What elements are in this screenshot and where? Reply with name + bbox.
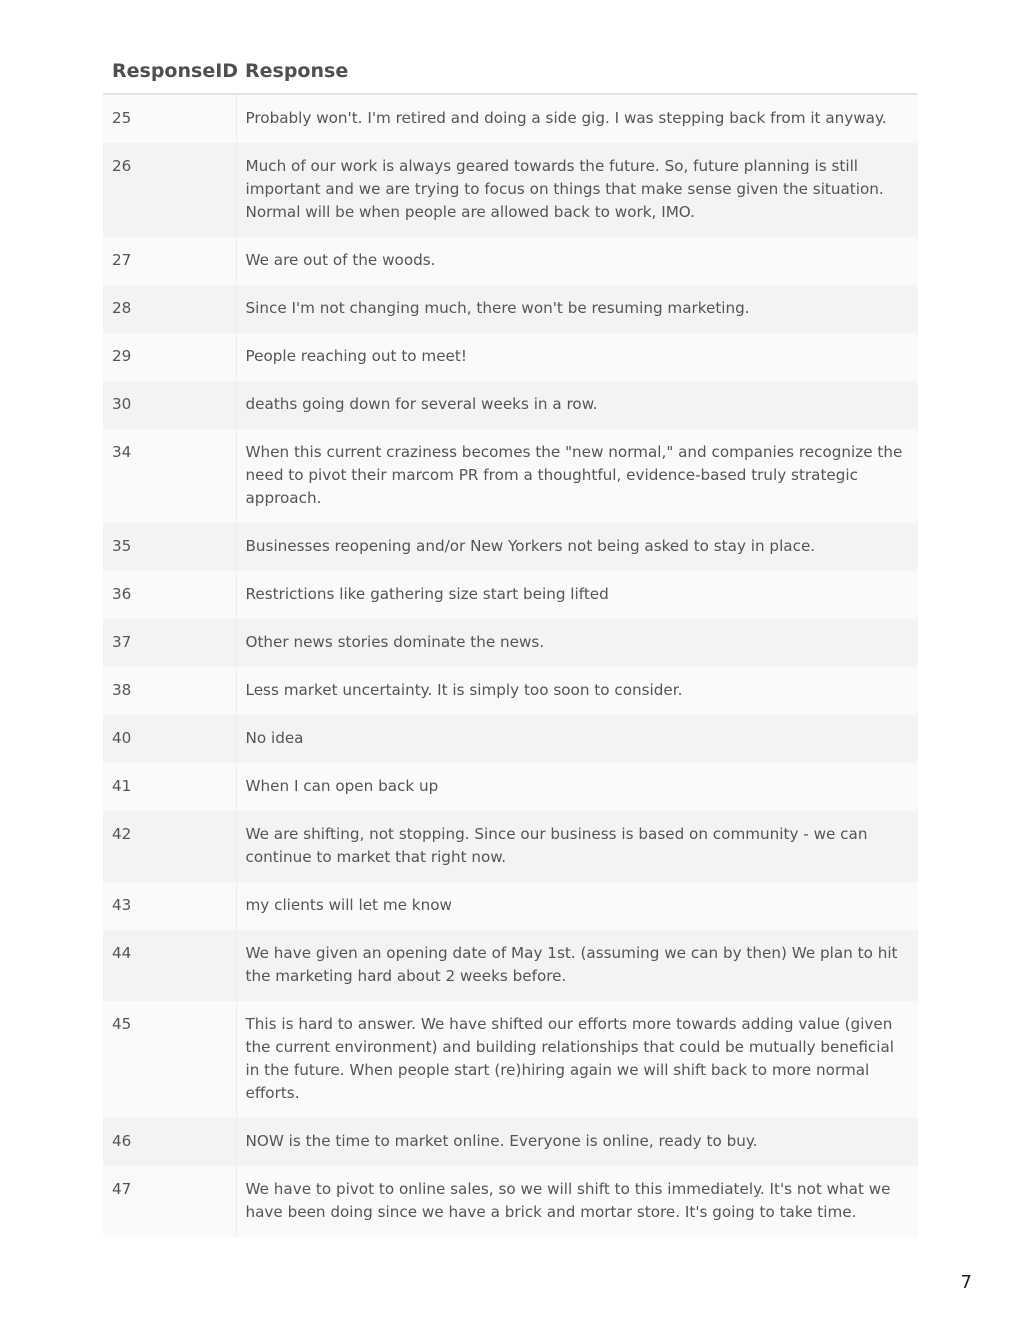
response-id-cell: 42 xyxy=(103,811,236,882)
response-id-cell: 28 xyxy=(103,285,236,333)
response-text-cell: my clients will let me know xyxy=(236,882,918,930)
response-text-cell: deaths going down for several weeks in a row. xyxy=(236,381,918,429)
response-text-cell: Businesses reopening and/or New Yorkers not being asked to stay in place. xyxy=(236,523,918,571)
table-row xyxy=(103,811,918,882)
response-id-cell: 45 xyxy=(103,1001,236,1118)
response-id-cell: 37 xyxy=(103,619,236,667)
response-text-cell: Since I'm not changing much, there won't be resuming marketing. xyxy=(236,285,918,333)
table-row xyxy=(103,285,918,333)
response-text-cell: No idea xyxy=(236,715,918,763)
response-text-cell: NOW is the time to market online. Everyone is online, ready to buy. xyxy=(236,1118,918,1166)
column-header-response: Response xyxy=(236,52,918,94)
table-row xyxy=(103,930,918,1001)
response-text-cell: We are shifting, not stopping. Since our business is based on community - we can continue to market that right now. xyxy=(236,811,918,882)
table-header xyxy=(103,52,918,94)
response-id-cell: 38 xyxy=(103,667,236,715)
table-row xyxy=(103,1001,918,1118)
table-body xyxy=(103,94,918,1237)
responses-table-container xyxy=(103,52,918,1237)
response-id-cell: 47 xyxy=(103,1166,236,1237)
column-header-responseid: ResponseID xyxy=(103,52,236,94)
response-text-cell: When this current craziness becomes the "new normal," and companies recognize the need to pivot their marcom PR from a thoughtful, evidence-based truly strategic approach. xyxy=(236,429,918,523)
table-row xyxy=(103,715,918,763)
response-text-cell: Restrictions like gathering size start being lifted xyxy=(236,571,918,619)
response-text-cell: Much of our work is always geared towards the future. So, future planning is still important and we are trying to focus on things that make sense given the situation. Normal will be when people are allowed back to work, IMO. xyxy=(236,143,918,237)
table-row xyxy=(103,619,918,667)
table-row xyxy=(103,381,918,429)
table-row xyxy=(103,1166,918,1237)
table-row xyxy=(103,333,918,381)
response-text-cell: Less market uncertainty. It is simply too soon to consider. xyxy=(236,667,918,715)
table-row xyxy=(103,237,918,285)
response-id-cell: 27 xyxy=(103,237,236,285)
response-text-cell: People reaching out to meet! xyxy=(236,333,918,381)
table-row xyxy=(103,429,918,523)
response-id-cell: 30 xyxy=(103,381,236,429)
response-id-cell: 35 xyxy=(103,523,236,571)
response-id-cell: 34 xyxy=(103,429,236,523)
response-id-cell: 44 xyxy=(103,930,236,1001)
response-id-cell: 46 xyxy=(103,1118,236,1166)
response-text-cell: We have to pivot to online sales, so we will shift to this immediately. It's not what we have been doing since we have a brick and mortar store. It's going to take time. xyxy=(236,1166,918,1237)
table-row xyxy=(103,763,918,811)
response-id-cell: 26 xyxy=(103,143,236,237)
response-id-cell: 36 xyxy=(103,571,236,619)
response-text-cell: Probably won't. I'm retired and doing a side gig. I was stepping back from it anyway. xyxy=(236,94,918,143)
page-number: 7 xyxy=(960,1272,972,1293)
responses-table xyxy=(103,52,918,1237)
response-text-cell: When I can open back up xyxy=(236,763,918,811)
response-id-cell: 25 xyxy=(103,94,236,143)
table-row xyxy=(103,143,918,237)
table-row xyxy=(103,94,918,143)
response-id-cell: 29 xyxy=(103,333,236,381)
response-text-cell: Other news stories dominate the news. xyxy=(236,619,918,667)
response-text-cell: We are out of the woods. xyxy=(236,237,918,285)
response-id-cell: 43 xyxy=(103,882,236,930)
table-row xyxy=(103,667,918,715)
response-id-cell: 40 xyxy=(103,715,236,763)
table-row xyxy=(103,882,918,930)
response-id-cell: 41 xyxy=(103,763,236,811)
table-row xyxy=(103,523,918,571)
header-row xyxy=(103,52,918,94)
table-row xyxy=(103,571,918,619)
table-row xyxy=(103,1118,918,1166)
response-text-cell: This is hard to answer. We have shifted our efforts more towards adding value (given the current environment) and building relationships that could be mutually beneficial in the future. When people start (re)hiring again we will shift back to more normal efforts. xyxy=(236,1001,918,1118)
response-text-cell: We have given an opening date of May 1st. (assuming we can by then) We plan to hit the marketing hard about 2 weeks before. xyxy=(236,930,918,1001)
